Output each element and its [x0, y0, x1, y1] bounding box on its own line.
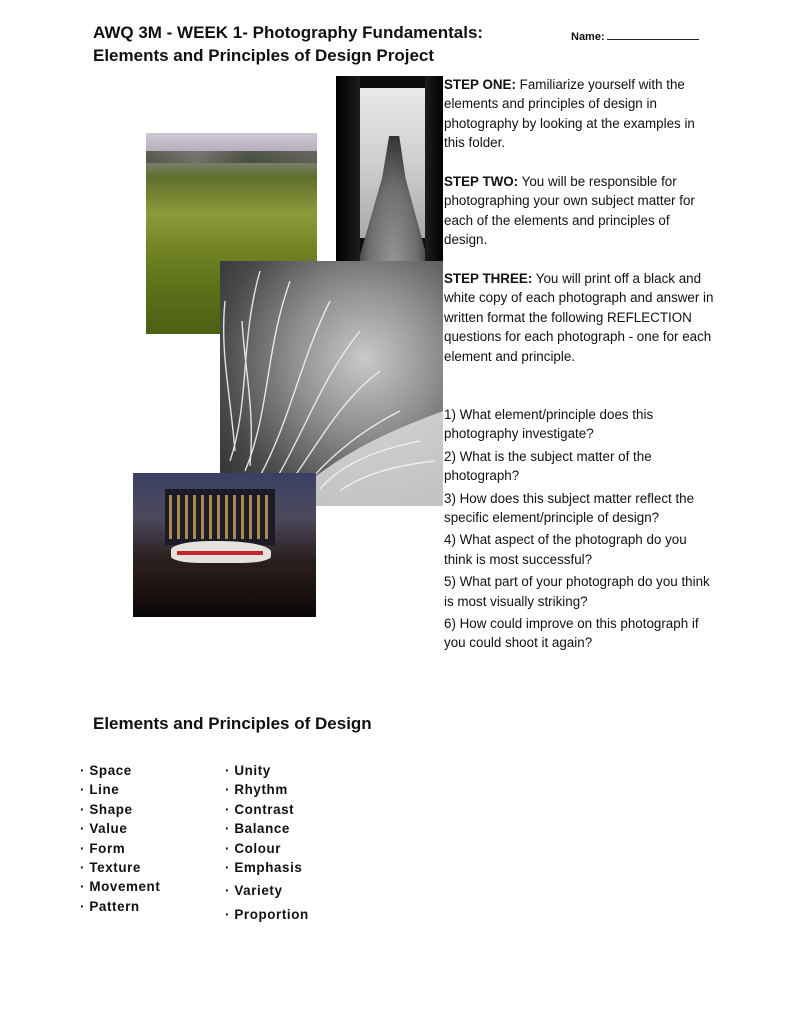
- helipad-ground: [133, 565, 316, 617]
- question-4: 4) What aspect of the photograph do you think is most successful?: [444, 532, 687, 567]
- helicopter-stripe: [177, 551, 263, 555]
- list-item: · Value: [80, 821, 128, 837]
- step-one: [444, 75, 714, 153]
- reflection-questions: [444, 405, 714, 656]
- question-6: 6) How could improve on this photograph if you could shoot it again?: [444, 616, 699, 651]
- list-item: · Movement: [80, 879, 161, 895]
- hospital-helicopter-photo: [133, 473, 316, 617]
- list-item: · Space: [80, 763, 132, 778]
- list-item: · Form: [80, 840, 126, 856]
- question-1: 1) What element/principle does this photography investigate?: [444, 407, 654, 442]
- list-item: · Rhythm: [225, 782, 288, 798]
- step-one-label: STEP ONE:: [444, 77, 516, 92]
- building-lights: [169, 495, 269, 539]
- curtain-right: [425, 76, 443, 279]
- list-item: · Contrast: [225, 801, 295, 817]
- question-2: 2) What is the subject matter of the photograph?: [444, 448, 652, 484]
- feather-closeup-photo: [220, 261, 443, 506]
- step-two-label: STEP TWO:: [444, 174, 519, 190]
- title-line-2: Elements and Principles of Design Project: [93, 46, 435, 65]
- step-two-text: You will be responsible for photographing your own subject matter for each of the elements and principles of design.: [444, 174, 695, 248]
- step-three: [444, 269, 714, 366]
- principles-list: [225, 761, 309, 924]
- list-item: · Balance: [225, 821, 290, 837]
- name-field: [571, 28, 699, 43]
- elements-list: [80, 761, 160, 916]
- question-3: 3) How does this subject matter reflect the specific element/principle of design?: [444, 490, 695, 526]
- list-item: · Line: [80, 782, 120, 798]
- page-title: [93, 21, 553, 67]
- title-line-1: AWQ 3M - WEEK 1- Photography Fundamentals:: [93, 23, 484, 42]
- list-item: · Proportion: [225, 906, 309, 922]
- curtain-left: [336, 76, 360, 279]
- question-5: 5) What part of your photograph do you think is most visually striking?: [444, 574, 710, 609]
- list-item: · Emphasis: [225, 860, 303, 876]
- list-item: · Colour: [225, 840, 282, 856]
- mountain-horizon: [146, 151, 317, 163]
- steps-section: [444, 75, 714, 385]
- bride-window-photo: [336, 76, 443, 279]
- feather-strands: [220, 261, 443, 506]
- step-two: [444, 172, 714, 250]
- list-item: · Pattern: [80, 898, 140, 914]
- step-three-label: STEP THREE:: [444, 271, 533, 287]
- step-three-text: You will print off a black and white copy of each photograph and answer in written format the following REFLECTION questions for each photograph - one for each element and principle.: [444, 271, 714, 364]
- name-blank-line: [607, 28, 699, 40]
- step-one-text: Familiarize yourself with the elements and principles of design in photography by looking at the examples in this folder.: [444, 77, 695, 151]
- list-item: · Unity: [225, 763, 271, 778]
- section-heading: Elements and Principles of Design: [93, 714, 372, 733]
- list-item: · Texture: [80, 860, 141, 876]
- name-label: Name:: [571, 31, 605, 43]
- list-item: · Shape: [80, 801, 133, 817]
- list-item: · Variety: [225, 883, 283, 899]
